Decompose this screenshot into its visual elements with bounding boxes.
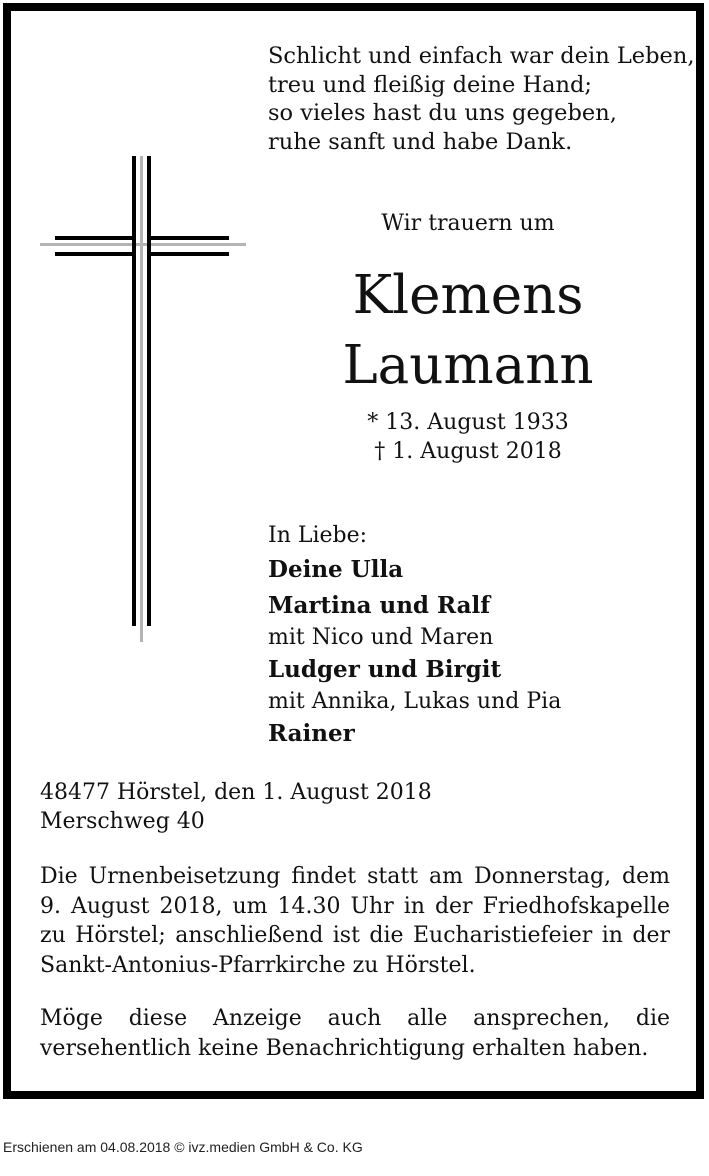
family-child: Martina und Ralf — [268, 592, 491, 619]
poem-line: treu und fleißig deine Hand; — [268, 71, 592, 98]
notice-paragraph: Möge diese Anzeige auch alle ansprechen, die versehentlich keine Benachrichtigung erhalten haben. — [40, 1006, 670, 1061]
poem — [268, 42, 694, 156]
family-child: Ludger und Birgit — [268, 656, 502, 683]
family-intro: In Liebe: — [268, 523, 368, 548]
address-block — [40, 778, 432, 836]
family-child: Rainer — [268, 720, 355, 747]
family-spouse: Deine Ulla — [268, 556, 404, 583]
poem-line: Schlicht und einfach war dein Leben, — [268, 43, 695, 69]
poem-line: ruhe sanft und habe Dank. — [268, 128, 573, 155]
deceased-first-name: Klemens — [352, 265, 584, 326]
death-date: † 1. August 2018 — [374, 439, 562, 464]
family-list — [268, 520, 561, 752]
deceased-last-name: Laumann — [342, 335, 594, 396]
address-line: 48477 Hörstel, den 1. August 2018 — [40, 780, 432, 805]
address-line: Merschweg 40 — [40, 809, 205, 834]
family-grandchildren: mit Nico und Maren — [268, 625, 494, 650]
funeral-paragraph: Die Urnenbeisetzung findet statt am Donnerstag, dem 9. August 2018, um 14.30 Uhr in der Friedhofskapelle zu Hörstel; anschließend ist die Eucharistiefeier in der Sankt-Antonius-Pfarrkirche zu Hörstel. — [40, 864, 670, 978]
life-dates — [288, 408, 648, 466]
birth-date: * 13. August 1933 — [367, 410, 569, 435]
family-grandchildren: mit Annika, Lukas und Pia — [268, 689, 562, 714]
cross-icon — [38, 156, 248, 642]
mourning-line: Wir trauern um — [381, 211, 555, 236]
poem-line: so vieles hast du uns gegeben, — [268, 100, 617, 126]
publication-footer: Erschienen am 04.08.2018 © ivz.medien GmbH & Co. KG — [3, 1139, 363, 1155]
